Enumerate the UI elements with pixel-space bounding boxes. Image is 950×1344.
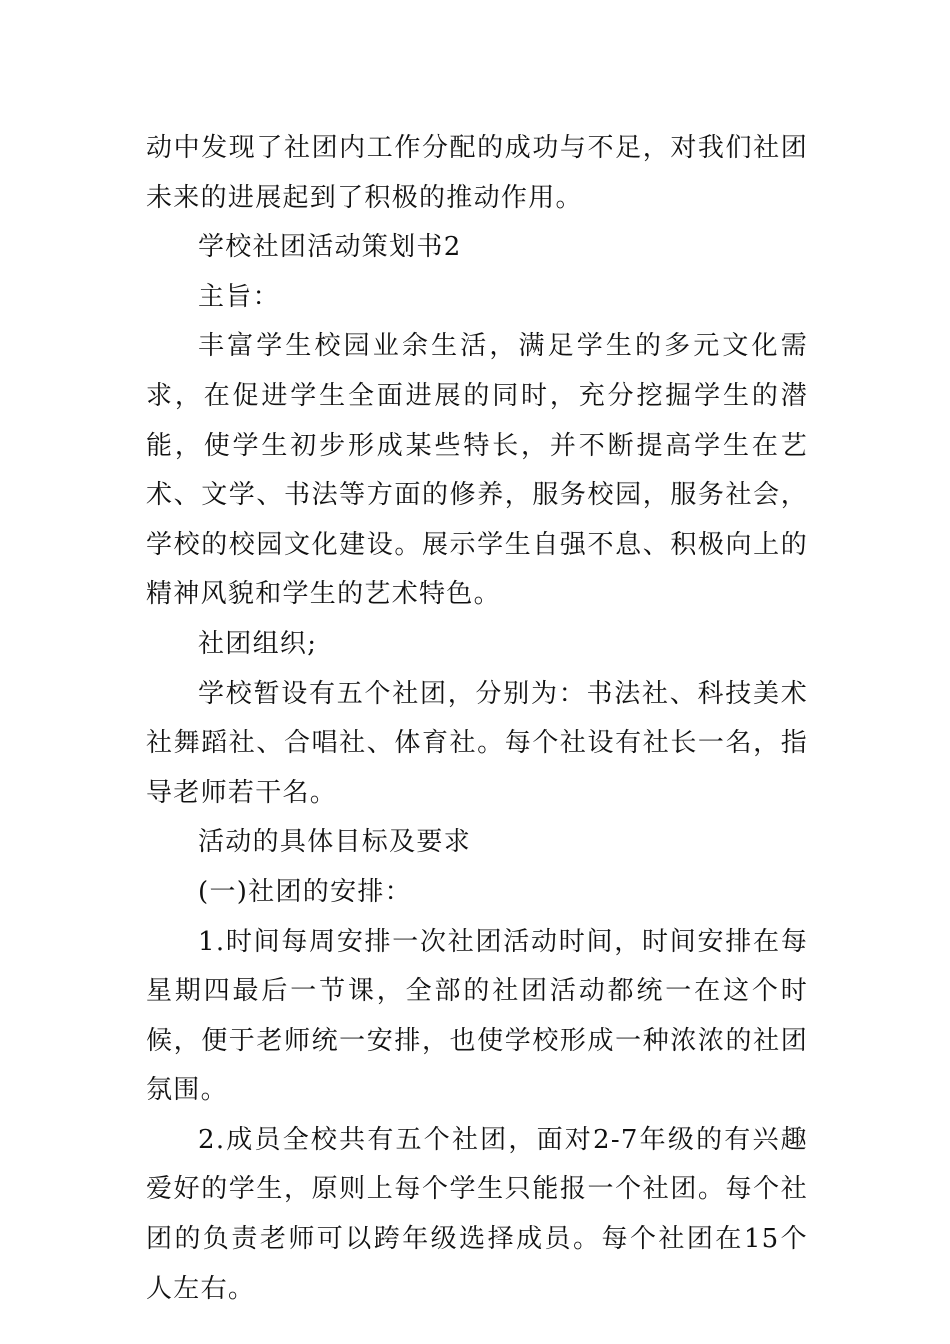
paragraph-organization: 学校暂设有五个社团，分别为：书法社、科技美术社舞蹈社、合唱社、体育社。每个社设有社长一名，指导老师若干名。 [146,678,808,808]
paragraph-continuation: 动中发现了社团内工作分配的成功与不足，对我们社团未来的进展起到了积极的推动作用。 [146,133,808,213]
heading-goals: 活动的具体目标及要求 [198,827,472,858]
heading-purpose: 主旨： [198,281,280,312]
paragraph-purpose: 丰富学生校园业余生活，满足学生的多元文化需求，在促进学生全面进展的同时，充分挖掘学生的潜能，使学生初步形成某些特长，并不断提高学生在艺术、文学、书法等方面的修养，服务校园，服务社会，学校的校园文化建设。展示学生自强不息、积极向上的精神风貌和学生的艺术特色。 [146,331,808,610]
heading-organization: 社团组织; [198,628,318,659]
heading-arrangement: (一)社团的安排： [198,876,412,907]
document-body [146,124,808,1314]
paragraph-members: 2.成员全校共有五个社团，面对2-7年级的有兴趣爱好的学生，原则上每个学生只能报一个社团。每个社团的负责老师可以跨年级选择成员。每个社团在15个人左右。 [146,1124,808,1304]
paragraph-time: 1.时间每周安排一次社团活动时间，时间安排在每星期四最后一节课，全部的社团活动都统一在这个时候，便于老师统一安排，也使学校形成一种浓浓的社团氛围。 [146,926,808,1106]
section-title: 学校社团活动策划书2 [198,232,462,263]
